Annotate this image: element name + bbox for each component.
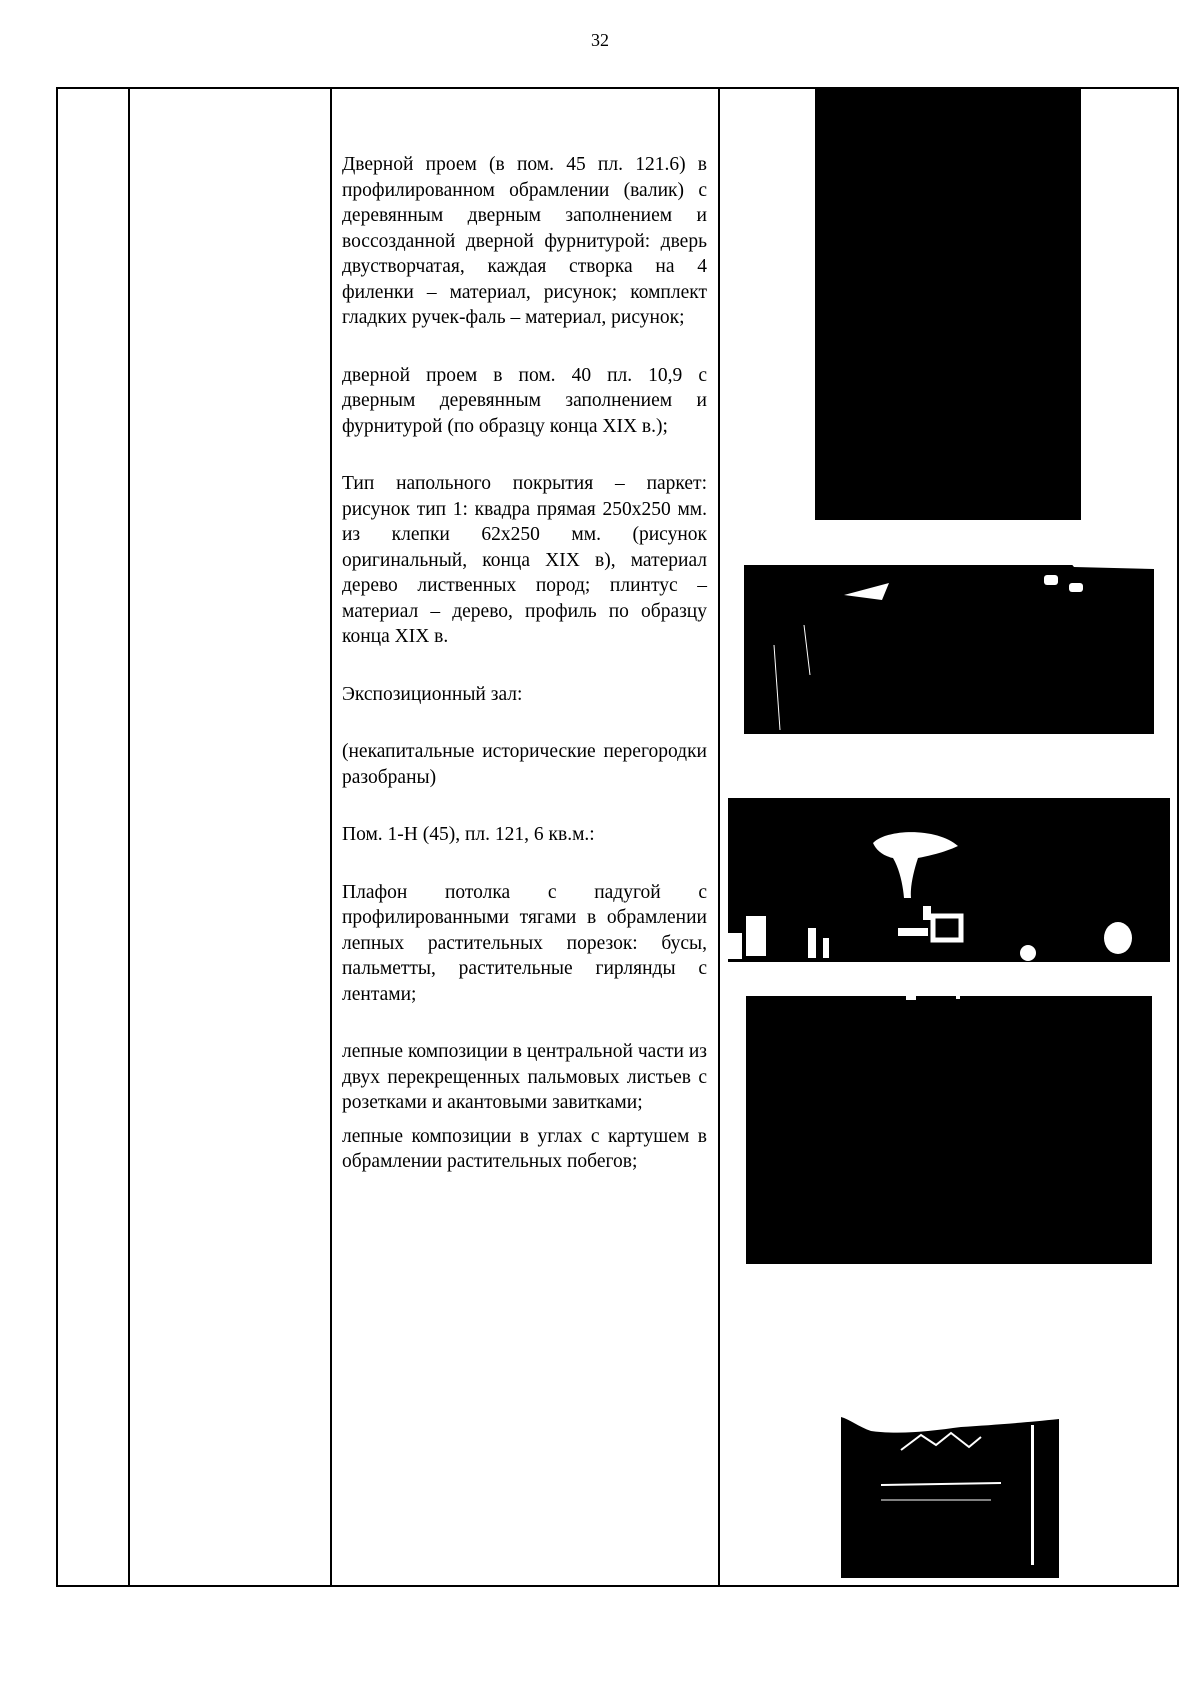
photo-exhibition-hall <box>728 798 1170 962</box>
paragraph-corner-composition: лепные композиции в углах с картушем в обрамлении растительных побегов; <box>342 1125 707 1172</box>
column-divider-2 <box>330 89 332 1585</box>
photo-stucco-detail <box>841 1405 1059 1578</box>
page-number: 32 <box>591 30 609 50</box>
paragraph-exhibition-hall: Экспозиционный зал: <box>342 683 523 705</box>
paragraph-ceiling-plafond: Плафон потолка с падугой с профилированными тягами в обрамлении лепных растительных порезок: бусы, пальметты, растительные гирлянды с лентами; <box>342 881 707 1005</box>
paragraph-central-composition: лепные композиции в центральной части из двух перекрещенных пальмовых листьев с розетками и акантовыми завитками; <box>342 1041 707 1113</box>
column-divider-3 <box>718 89 720 1585</box>
paragraph-partitions: (некапитальные исторические перегородки разобраны) <box>342 741 707 788</box>
paragraph-door-opening-40: дверной проем в пом. 40 пл. 10,9 с дверным деревянным заполнением и фурнитурой (по образцу конца XIX в.); <box>342 364 707 437</box>
photo-door <box>815 88 1081 520</box>
photo-ceiling-plafond <box>746 996 1152 1264</box>
column-divider-1 <box>128 89 130 1585</box>
hall-photo-graphic <box>728 798 1170 962</box>
paragraph-door-opening-45: Дверной проем (в пом. 45 пл. 121.6) в профилированном обрамлении (валик) с деревянным дверным заполнением и воссозданной дверной фурнитурой: дверь двустворчатая, каждая створка на 4 филенки – материал, рисунок; комплект гладких ручек-фаль – материал, рисунок; <box>342 154 707 328</box>
ceiling-photo-graphic <box>746 996 1152 1264</box>
description-column <box>342 152 707 1175</box>
paragraph-room-1n: Пом. 1-Н (45), пл. 121, 6 кв.м.: <box>342 824 595 845</box>
paragraph-floor-covering: Тип напольного покрытия – паркет: рисунок тип 1: квадра прямая 250х250 мм. из клепки 62х250 мм. (рисунок оригинальный, конца XIX в), материал дерево лиственных пород; плинтус – материал – дерево, профиль по образцу конца XIX в. <box>342 473 707 647</box>
stucco-photo-graphic <box>841 1405 1059 1578</box>
parquet-photo-graphic <box>744 555 1154 734</box>
photo-parquet-floor <box>744 555 1154 734</box>
